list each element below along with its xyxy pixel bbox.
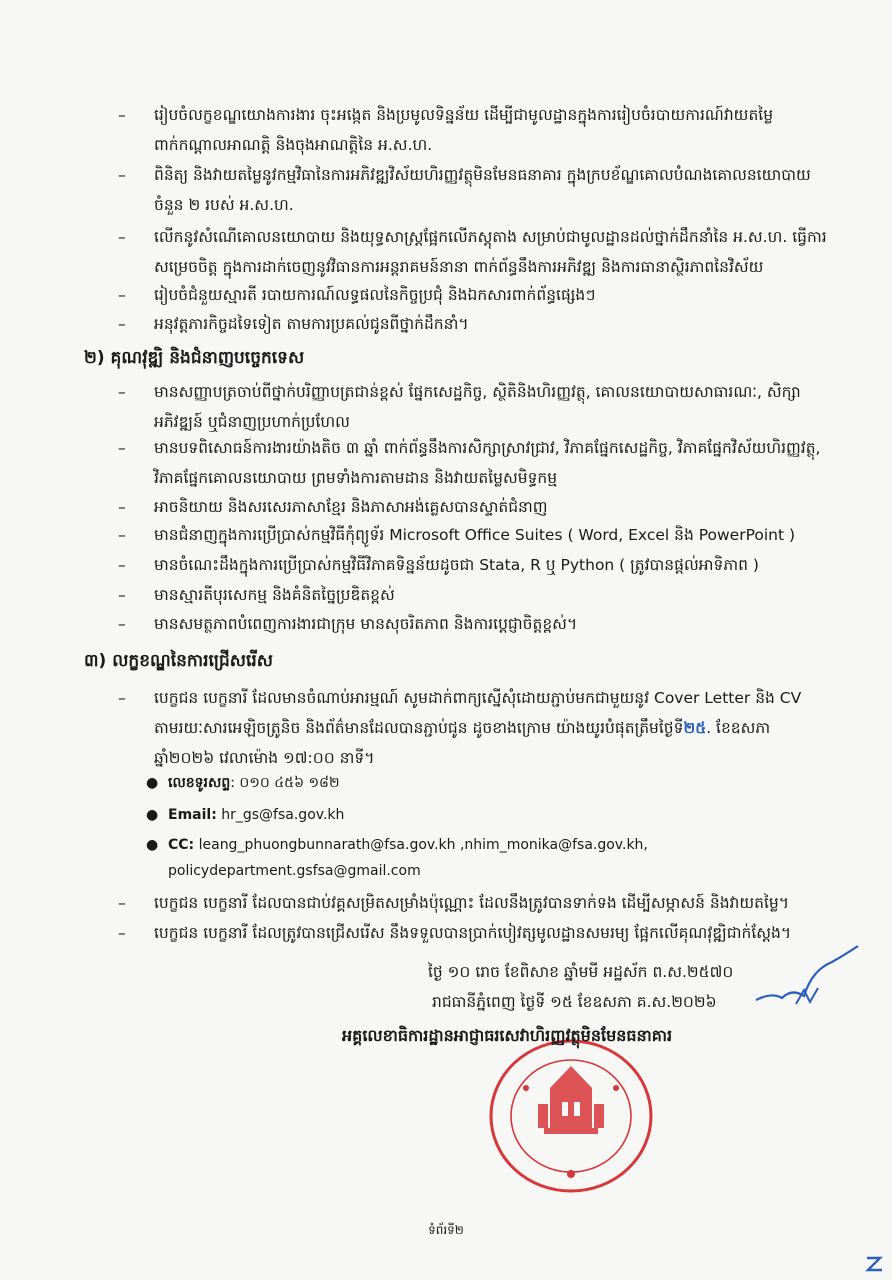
application-line-3: ឆ្នាំ២០២៦ វេលាម៉ោង ១៧:០០ នាទី។ [154,749,375,767]
cc-value-line-1[interactable]: leang_phuongbunnarath@fsa.gov.kh ,nhim_monika@fsa.gov.kh, [194,837,648,853]
duty-item-5: – អនុវត្តភារកិច្ចដទៃទៀត តាមការប្រគល់ជូនពីថ្នាក់ដឹកនាំ។ [118,309,838,339]
application-line-2: តាមរយៈសារអេឡិចត្រូនិច និងព័ត៌មានដែលបានភ្ជាប់ជូន ដូចខាងក្រោម យ៉ាងយូរបំផុតត្រឹមថ្ងៃទី [154,719,684,737]
dash-bullet: – [118,439,126,457]
qualification-item-7: – មានសមត្ថភាពបំពេញការងារជាក្រុម មានសុចរិតភាព និងការប្តេជ្ញាចិត្តខ្ពស់។ [118,609,838,639]
contact-email [146,802,828,828]
cc-label: CC: [168,837,195,853]
dash-bullet: – [118,924,126,942]
deadline-month: . ខែឧសភា [706,719,771,737]
qualification-item-5: – មានចំណេះដឹងក្នុងការប្រើប្រាស់កម្មវិធីវិភាគទិន្នន័យដូចជា Stata, R ឬ Python ( ត្រូវបានផ្តល់អាទិភាព ) [118,550,838,580]
dash-bullet: – [118,894,126,912]
corner-ink-mark [864,1252,886,1274]
duty-item-1: – រៀបចំលក្ខខណ្ឌយោងការងារ ចុះអង្កេត និងប្រមូលទិន្នន័យ ដើម្បីជាមូលដ្ឋានក្នុងការរៀបចំរបាយការណ៍វាយតម្លៃ ពាក់កណ្ដាលអាណត្តិ និងចុងអាណត្តិនៃ អ.ស.ហ. [118,100,838,160]
qualification-item-2: – មានបទពិសោធន៍ការងារយ៉ាងតិច ៣ ឆ្នាំ ពាក់ព័ន្ធនឹងការសិក្សាស្រាវជ្រាវ, វិភាគផ្នែកសេដ្ឋកិច្ច, វិភាគផ្នែកវិស័យហិរញ្ញវត្ថុ, វិភាគផ្នែកគោលនយោបាយ ព្រមទាំងការតាមដាន និងវាយតម្លៃសមិទ្ធកម្ម [118,433,838,493]
contact-phone [146,770,828,796]
phone-value: : ០១០ ៤៥៦ ១៨២ [230,775,340,791]
application-instructions [118,683,838,773]
dash-bullet: – [118,106,126,124]
dash-bullet: – [118,498,126,516]
application-line-1: បេក្ខជន បេក្ខនារី ដែលមានចំណាប់អារម្មណ៍ សូមដាក់ពាក្យស្នើសុំដោយភ្ជាប់មកជាមួយនូវ Cover Letter និង CV [154,689,802,707]
email-value[interactable]: hr_gs@fsa.gov.kh [216,807,345,823]
bullet-dot-icon: ● [146,775,159,791]
section-3-heading: ៣) លក្ខខណ្ឌនៃការជ្រើសរើស [84,651,273,671]
dash-bullet: – [118,689,126,707]
dash-bullet: – [118,615,126,633]
duty-item-2: – ពិនិត្យ និងវាយតម្លៃនូវកម្មវិធានៃការអភិវឌ្ឍវិស័យហិរញ្ញវត្ថុមិនមែនធនាគារ ក្នុងក្របខ័ណ្ឌគោលបំណងគោលនយោបាយចំនួន ២ របស់ អ.ស.ហ. [118,160,838,220]
phone-label: លេខទូរសព្ទ [168,775,231,791]
duty-item-3: – លើកនូវសំណើគោលនយោបាយ និងយុទ្ធសាស្ត្រផ្អែកលើភស្តុតាង សម្រាប់ជាមូលដ្ឋានដល់ថ្នាក់ដឹកនាំនៃ អ.ស.ហ. ធ្វើការសម្រេចចិត្ត ក្នុងការដាក់ចេញនូវវិធានការអន្តរាគមន៍នានា ពាក់ព័ន្ធនឹងការអភិវឌ្ឍ និងការធានាស្ថិរភាពនៃវិស័យ [118,222,838,282]
official-stamp [486,1036,656,1196]
dash-bullet: – [118,526,126,544]
email-label: Email: [168,807,217,823]
duty-item-4: – រៀបចំជំនួយស្មារតី របាយការណ៍លទ្ធផលនៃកិច្ចប្រជុំ និងឯកសារពាក់ព័ន្ធផ្សេងៗ [118,280,838,310]
section-2-heading: ២) គុណវុឌ្ឍិ និងជំនាញបច្ចេកទេស [84,348,305,368]
deadline-day: ២៥ [683,719,707,737]
dash-bullet: – [118,166,126,184]
qualification-item-1: – មានសញ្ញាបត្រចាប់ពីថ្នាក់បរិញ្ញាបត្រជាន់ខ្ពស់ ផ្នែកសេដ្ឋកិច្ច, ស្ថិតិនិងហិរញ្ញវត្ថុ, គោលនយោបាយសាធារណៈ, សិក្សាអភិវឌ្ឍន៍ ឬជំនាញប្រហាក់ប្រហែល [118,377,838,437]
signatory-title: អគ្គលេខាធិការដ្ឋានអាជ្ញាធរសេវាហិរញ្ញវត្ថុមិនមែនធនាគារ [342,1026,673,1045]
dash-bullet: – [118,556,126,574]
contact-cc [146,832,828,884]
bullet-dot-icon: ● [146,807,159,823]
dash-bullet: – [118,383,126,401]
dash-bullet: – [118,315,126,333]
qualification-item-6: – មានស្មារតីបុរសេកម្ម និងគំនិតច្នៃប្រឌិតខ្ពស់ [118,580,838,610]
handwritten-signature-mark [752,940,862,1010]
lunar-date: ថ្ងៃ ១០ រោច ខែពិសាខ ឆ្នាំមមី អដ្ឋស័ក ព.ស.២៥៧០ [428,963,734,981]
qualification-item-4: – មានជំនាញក្នុងការប្រើប្រាស់កម្មវិធីកុំព្យូទ័រ Microsoft Office Suites ( Word, Excel និង PowerPoint ) [118,520,838,550]
salary-note: – បេក្ខជន បេក្ខនារី ដែលត្រូវបានជ្រើសរើស នឹងទទួលបានប្រាក់បៀវត្សមូលដ្ឋានសមរម្យ ផ្អែកលើគុណវុឌ្ឍិជាក់ស្តែង។ [118,918,838,948]
dash-bullet: – [118,586,126,604]
bullet-dot-icon: ● [146,837,159,853]
dash-bullet: – [118,286,126,304]
qualification-item-3: – អាចនិយាយ និងសរសេរភាសាខ្មែរ និងភាសាអង់គ្លេសបានស្ទាត់ជំនាញ [118,492,838,522]
dash-bullet: – [118,228,126,246]
place-date: រាជធានីភ្នំពេញ ថ្ងៃទី ១៥ ខែឧសភា គ.ស.២០២៦ [432,993,717,1011]
cc-value-line-2[interactable]: policydepartment.gsfsa@gmail.com [168,863,421,879]
page-number: ទំព័រទី២ [428,1223,464,1237]
shortlist-note: – បេក្ខជន បេក្ខនារី ដែលបានជាប់វគ្គសម្រិតសម្រាំងប៉ុណ្ណោះ ដែលនឹងត្រូវបានទាក់ទង ដើម្បីសម្ភាសន៍ និងវាយតម្លៃ។ [118,888,838,918]
